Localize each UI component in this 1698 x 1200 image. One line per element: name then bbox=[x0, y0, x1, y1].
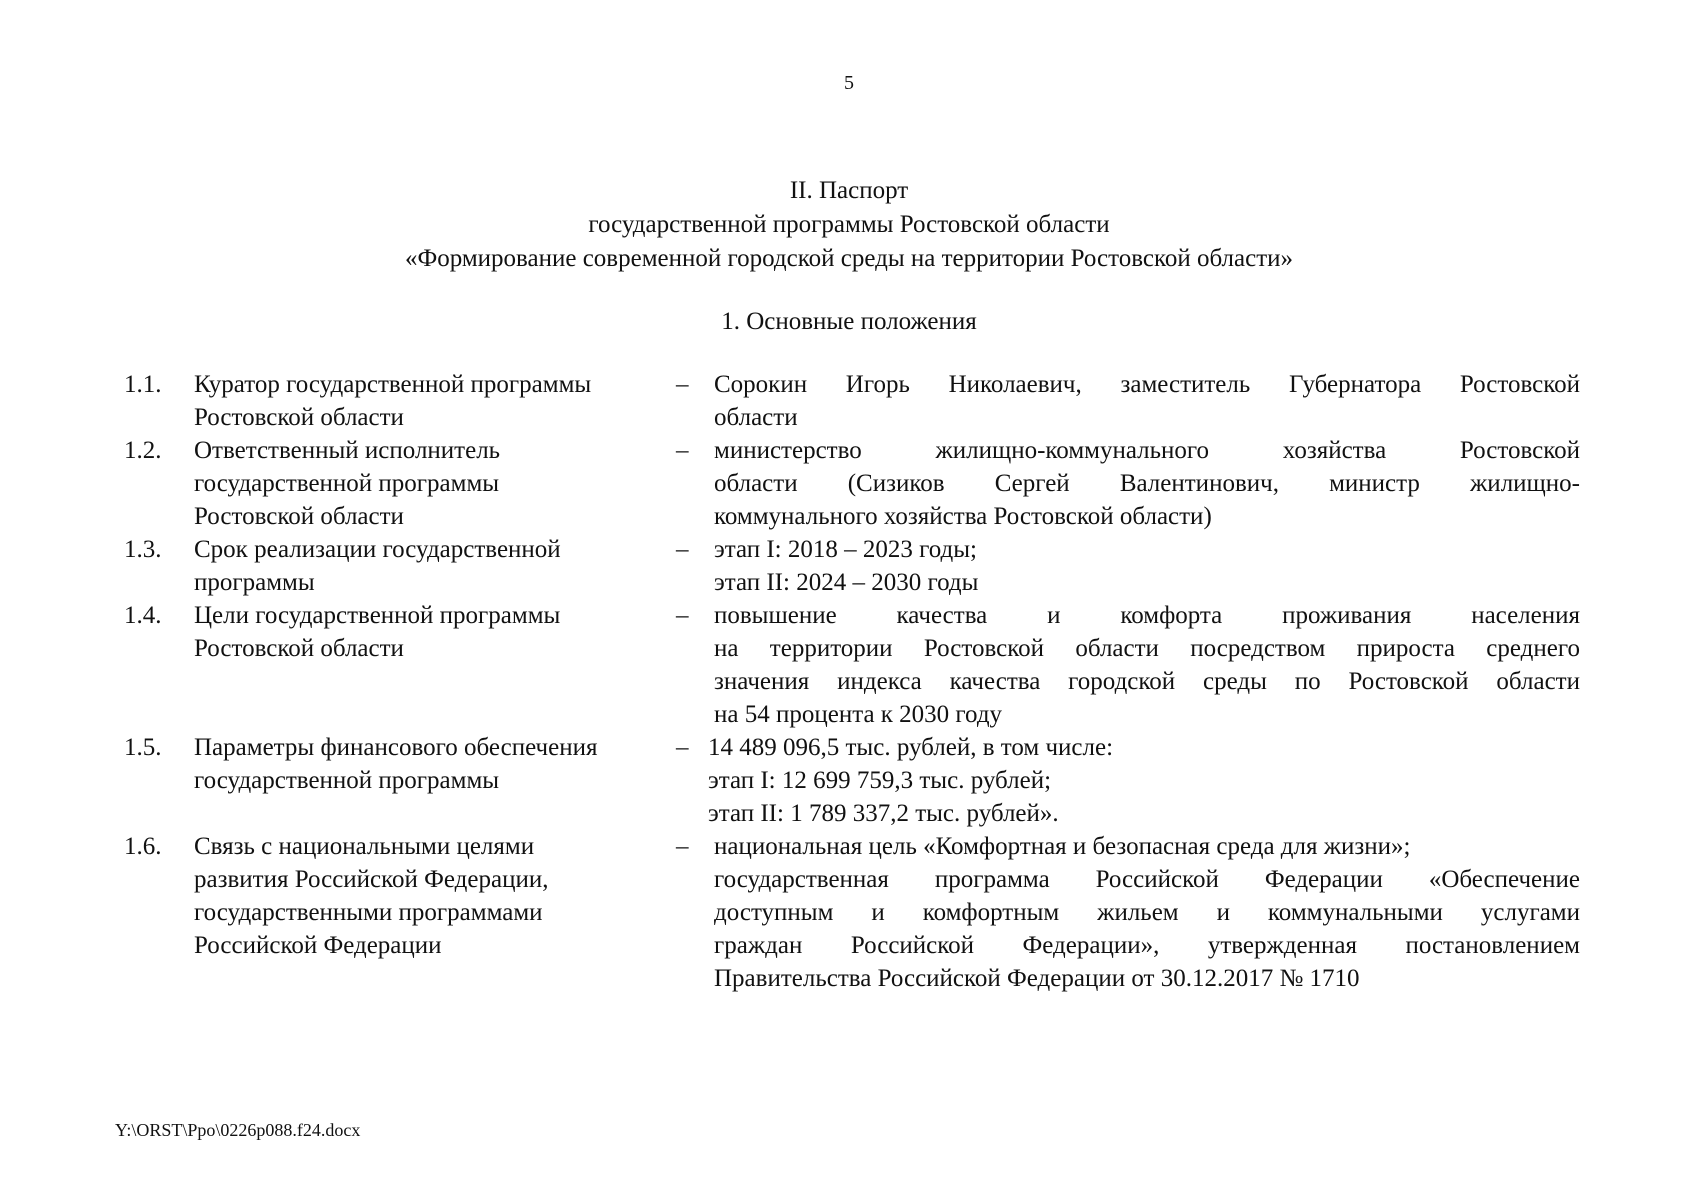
item-label-line: государственной программы bbox=[194, 767, 500, 794]
item-dash: – bbox=[676, 833, 689, 860]
item-label-line: развития Российской Федерации, bbox=[194, 866, 549, 893]
item-value-line: значения индекса качества городской среды по Ростовской области bbox=[714, 668, 1580, 695]
item-value bbox=[714, 434, 1580, 533]
item-label bbox=[194, 368, 674, 434]
item-label-line: государственными программами bbox=[194, 899, 543, 926]
item-label-line: Ростовской области bbox=[194, 635, 404, 662]
passport-row-1-3 bbox=[124, 533, 1580, 599]
item-value-line: министерство жилищно-коммунального хозяйства Ростовской bbox=[714, 437, 1580, 464]
item-value-line: области bbox=[714, 404, 798, 431]
passport-table bbox=[124, 368, 1580, 995]
item-value-line: граждан Российской Федерации», утвержденная постановлением bbox=[714, 932, 1580, 959]
file-path-footer: Y:\ORST\Ppo\0226p088.f24.docx bbox=[115, 1120, 361, 1140]
item-label bbox=[194, 533, 674, 599]
item-number: 1.1. bbox=[124, 371, 162, 398]
item-value-line: этап I: 12 699 759,3 тыс. рублей; bbox=[708, 767, 1052, 794]
item-value bbox=[714, 368, 1580, 434]
item-value-line: доступным и комфортным жильем и коммунальными услугами bbox=[714, 899, 1580, 926]
item-number: 1.5. bbox=[124, 734, 162, 761]
item-dash: – bbox=[676, 437, 689, 464]
item-value-line: на 54 процента к 2030 году bbox=[714, 701, 1003, 728]
title-line-2: государственной программы Ростовской области bbox=[588, 211, 1110, 238]
item-value-line: повышение качества и комфорта проживания населения bbox=[714, 602, 1580, 629]
item-dash: – bbox=[676, 602, 689, 629]
passport-row-1-2 bbox=[124, 434, 1580, 533]
item-dash: – bbox=[676, 734, 689, 761]
item-label-line: Срок реализации государственной bbox=[194, 536, 561, 563]
page-number: 5 bbox=[844, 72, 854, 94]
item-dash: – bbox=[676, 536, 689, 563]
item-label-line: Ростовской области bbox=[194, 404, 404, 431]
item-label bbox=[194, 434, 674, 533]
item-label-line: программы bbox=[194, 569, 315, 596]
item-value-line: этап I: 2018 – 2023 годы; bbox=[714, 536, 978, 563]
item-value-line: этап II: 1 789 337,2 тыс. рублей». bbox=[708, 800, 1059, 827]
passport-row-1-1 bbox=[124, 368, 1580, 434]
item-label-line: Ответственный исполнитель bbox=[194, 437, 501, 464]
section-heading: 1. Основные положения bbox=[721, 308, 977, 335]
passport-row-1-5 bbox=[124, 731, 1580, 830]
title-line-3: «Формирование современной городской среды на территории Ростовской области» bbox=[404, 245, 1294, 272]
item-dash: – bbox=[676, 371, 689, 398]
item-label-line: Куратор государственной программы bbox=[194, 371, 592, 398]
item-value bbox=[714, 830, 1580, 995]
title-line-1: II. Паспорт bbox=[789, 177, 909, 204]
item-label-line: государственной программы bbox=[194, 470, 500, 497]
item-label bbox=[194, 731, 674, 797]
passport-row-1-4 bbox=[124, 599, 1580, 731]
item-number: 1.6. bbox=[124, 833, 162, 860]
item-value-line: Правительства Российской Федерации от 30.12.2017 № 1710 bbox=[714, 965, 1360, 992]
item-value bbox=[708, 731, 1580, 830]
item-label-line: Цели государственной программы bbox=[194, 602, 561, 629]
item-value-line: этап II: 2024 – 2030 годы bbox=[714, 569, 979, 596]
item-value-line: Сорокин Игорь Николаевич, заместитель Губернатора Ростовской bbox=[714, 371, 1580, 398]
item-value bbox=[714, 533, 1580, 599]
item-value-line: области (Сизиков Сергей Валентинович, министр жилищно- bbox=[714, 470, 1580, 497]
item-value-line: национальная цель «Комфортная и безопасная среда для жизни»; bbox=[714, 833, 1411, 860]
item-value-line: государственная программа Российской Федерации «Обеспечение bbox=[714, 866, 1580, 893]
item-label bbox=[194, 830, 674, 962]
item-label bbox=[194, 599, 674, 665]
item-value-line: 14 489 096,5 тыс. рублей, в том числе: bbox=[708, 734, 1114, 761]
item-value-line: на территории Ростовской области посредством прироста среднего bbox=[714, 635, 1580, 662]
item-label-line: Параметры финансового обеспечения bbox=[194, 734, 598, 761]
passport-row-1-6 bbox=[124, 830, 1580, 995]
item-label-line: Связь с национальными целями bbox=[194, 833, 535, 860]
document-title bbox=[0, 174, 1698, 276]
item-value bbox=[714, 599, 1580, 731]
item-label-line: Российской Федерации bbox=[194, 932, 442, 959]
item-number: 1.2. bbox=[124, 437, 162, 464]
item-number: 1.4. bbox=[124, 602, 162, 629]
item-label-line: Ростовской области bbox=[194, 503, 404, 530]
item-number: 1.3. bbox=[124, 536, 162, 563]
item-value-line: коммунального хозяйства Ростовской области) bbox=[714, 503, 1212, 530]
